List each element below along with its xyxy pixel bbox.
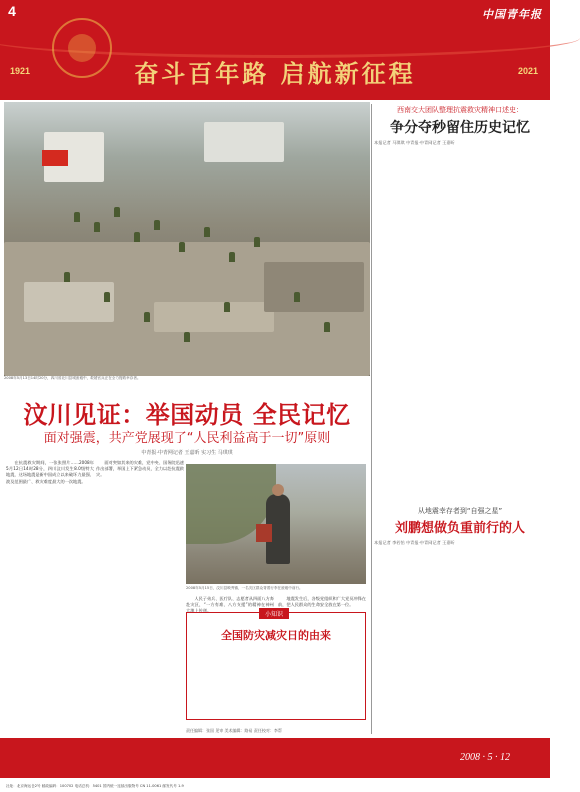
article-column-1	[6, 460, 94, 730]
rescue-photo	[4, 102, 370, 376]
story2-kicker: 西南交大团队整理抗震救灾精神口述史：	[397, 106, 523, 114]
publication-info: 社址：北京海运仓2号 邮政编码：100702 电话总机：5401 国内统一连续出版物号 CN 11-0061 邮发代号 1-9	[6, 784, 184, 788]
knowledge-tag: 小知识	[259, 608, 289, 619]
article-paragraph: 在抗震救灾期间，一张张照片……2008年5月12日14时28分，四川汶川发生8.0级特大地震，这场地震是新中国成立以来破坏力最强、波及范围最广、救灾难度最大的一次地震。	[6, 460, 94, 484]
column-divider	[371, 104, 372, 734]
article-paragraph: 面对突如其来的灾难，党中央、国务院迅速作出部署，举国上下紧急动员，全力以赴抗震救灾。	[96, 460, 184, 478]
story3-title: 刘鹏想做负重前行的人	[394, 521, 525, 536]
red-flag	[42, 150, 68, 166]
article-paragraph: 人民子弟兵、医疗队、志愿者从四面八方奔赴灾区，“一方有难、八方支援”的精神在神州大地上传递。	[186, 596, 274, 614]
year-end: 2021	[517, 66, 538, 76]
knowledge-title: 全国防灾减灾日的由来	[221, 629, 331, 642]
year-start: 1921	[10, 66, 31, 76]
story3-byline: 本报记者 李若怡 中青报·中青网记者 王嘉昕	[374, 540, 455, 545]
main-headline: 汶川见证：举国动员 全民记忆	[23, 401, 351, 429]
story2-byline: 本报记者 马琪琪 中青报·中青网记者 王嘉昕	[374, 140, 455, 145]
article-paragraph: 地震发生后，各级党组织和广大党员冲锋在前，把人民群众的生命安全放在第一位。	[278, 596, 366, 608]
masthead-banner	[0, 0, 550, 100]
editors-line: 责任编辑：张国 见审 美术编辑：路易 责任校对：李帮	[186, 728, 282, 733]
footer-date: 2008 · 5 · 12	[460, 752, 510, 763]
photo-caption-2: 2008年5月15日，汶川县映秀镇，一名灾区群众背着行李在废墟中前行。	[186, 586, 303, 590]
main-subhead: 面对强震，共产党展现了“人民利益高于一切”原则	[43, 431, 331, 446]
survivor-photo	[186, 464, 366, 584]
photo-caption: 2008年5月13日14时20分，四川省北川县城废墟中，救援官兵正在全力搜救幸存者。	[4, 376, 141, 380]
story3-kicker: 从地震幸存者到“自强之星”	[417, 507, 503, 515]
article-column-4	[278, 596, 366, 610]
page-number: 4	[8, 3, 16, 19]
paper-name: 中国青年报	[482, 8, 542, 21]
story2-title: 争分夺秒留住历史记忆	[390, 120, 530, 136]
knowledge-box	[186, 612, 366, 720]
banner-slogan: 奋斗百年路 启航新征程	[134, 60, 416, 88]
article-column-2	[96, 460, 184, 730]
main-byline: 中青报·中青网记者 王嘉昕 实习生 马琪琪	[141, 450, 233, 456]
